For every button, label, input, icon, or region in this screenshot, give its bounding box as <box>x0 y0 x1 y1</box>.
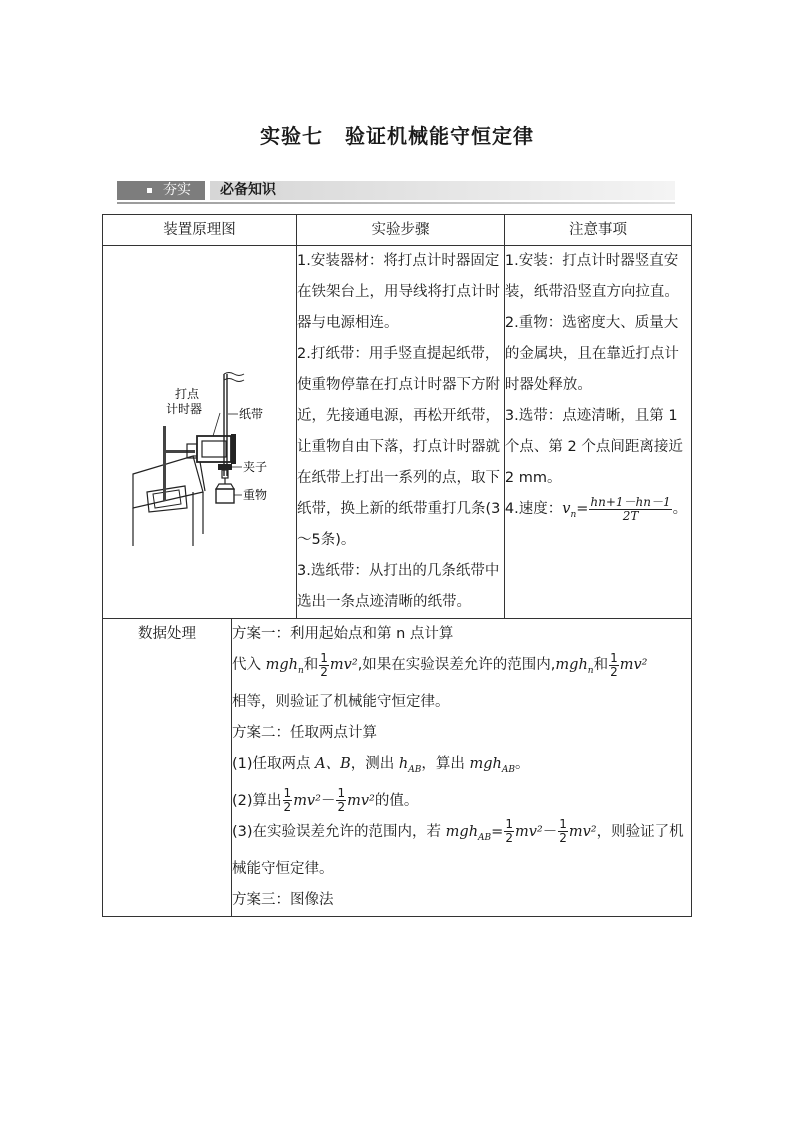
plan2-3-mv2-b: mv² <box>514 823 543 840</box>
banner-heading <box>210 181 675 200</box>
plan2-step1 <box>232 749 691 786</box>
plan2-mgh-sub: AB <box>501 764 515 775</box>
plan2-step3 <box>232 817 691 885</box>
note-4-suffix: 。 <box>672 501 688 517</box>
label-tape: 纸带 <box>239 407 264 421</box>
half-fraction <box>319 652 329 679</box>
plan2-mv2-a: mv² <box>347 792 375 809</box>
step-3: 3.选纸带：从打出的几条纸带中选出一条点迹清晰的纸带。 <box>297 563 500 610</box>
half-num: 1 <box>320 650 328 665</box>
half-den-3: 2 <box>283 800 292 815</box>
plan1-text <box>232 650 691 718</box>
plan2-3-eq: = <box>491 823 504 840</box>
half-num-4: 1 <box>337 786 346 801</box>
step-2: 2.打纸带：用手竖直提起纸带，使重物停靠在打点计时器下方附近，先接通电源，再松开纸带，让重物自由下落，打点计时器就在纸带上打出一系列的点，取下纸带，换上新的纸带重打几条(3～5条)。 <box>297 346 501 548</box>
half-den-4: 2 <box>337 800 346 815</box>
plan2-3-mgh: mgh <box>445 823 479 840</box>
plan1-and-2: 和 <box>593 657 609 673</box>
plan1-a: 代入 <box>232 657 266 673</box>
header-diagram: 装置原理图 <box>103 215 297 246</box>
label-weight: 重物 <box>243 488 268 502</box>
half-fraction-6 <box>558 818 568 845</box>
note-4 <box>505 494 691 531</box>
plan1-mv2: mv² <box>329 657 358 673</box>
content-row <box>103 246 692 619</box>
plan2-step2 <box>232 786 691 817</box>
header-steps: 实验步骤 <box>297 215 505 246</box>
plan2-1b: ，测出 <box>350 755 399 772</box>
plan1-title: 方案一：利用起始点和第 n 点计算 <box>232 626 454 642</box>
plan2-mv2-b: mv² <box>293 792 321 809</box>
apparatus-diagram <box>103 246 296 546</box>
banner-heading-label: 必备知识 <box>220 182 276 198</box>
header-notes: 注意事项 <box>504 215 691 246</box>
label-timer-line2: 计时器 <box>166 402 203 416</box>
plan2-2b: 的值。 <box>374 792 419 809</box>
plan1-mgh: mgh <box>265 657 298 673</box>
velocity-fraction <box>589 496 671 523</box>
plan3-title: 方案三：图像法 <box>232 891 334 908</box>
label-timer-line1: 打点 <box>175 387 200 401</box>
half-num-3: 1 <box>283 786 292 801</box>
half-fraction-5 <box>504 818 514 845</box>
plan2-h-sub: AB <box>408 764 422 775</box>
step-1: 1.安装器材：将打点计时器固定在铁架台上，用导线将打点计时器与电源相连。 <box>297 253 500 331</box>
notes-cell <box>504 246 691 619</box>
velocity-numerator: hn+1－hn－1 <box>590 494 671 509</box>
plan2-3-mv2-a: mv² <box>568 823 597 840</box>
note-2: 2.重物：选密度大、质量大的金属块，且在靠近打点计时器处释放。 <box>504 315 679 393</box>
note-4-lhs: v <box>562 501 571 517</box>
plan2-2a: (2)算出 <box>232 792 282 809</box>
data-processing-label: 数据处理 <box>103 619 232 917</box>
plan2-1a: (1)任取两点 <box>232 755 316 772</box>
plan2-minus: － <box>320 792 336 809</box>
plan1-sub: n <box>297 665 304 676</box>
plan2-mgh: mgh <box>469 755 502 772</box>
banner-tag <box>117 181 205 200</box>
plan1-sub-2: n <box>587 665 594 676</box>
plan1-end: 相等，则验证了机械能守恒定律。 <box>232 693 450 710</box>
steps-cell <box>297 246 505 619</box>
half-num-6: 1 <box>559 817 567 832</box>
plan2-3-sub: AB <box>478 832 492 843</box>
banner-tag-label: 夯实 <box>163 182 191 198</box>
data-processing-body <box>232 619 692 917</box>
plan2-1c: ，算出 <box>421 755 470 772</box>
half-num-2: 1 <box>610 650 618 665</box>
half-fraction-2 <box>609 652 619 679</box>
note-4-eq: = <box>576 501 589 517</box>
data-row <box>103 619 692 917</box>
bullet-icon <box>147 188 152 193</box>
banner-rule <box>117 202 675 204</box>
half-den-2: 2 <box>610 664 618 679</box>
page-title <box>0 120 794 149</box>
note-1: 1.安装：打点计时器竖直安装，纸带沿竖直方向拉直。 <box>504 253 679 300</box>
half-num-5: 1 <box>505 817 513 832</box>
plan2-points: A、B <box>315 755 351 772</box>
label-clip: 夹子 <box>243 460 268 474</box>
plan2-h: h <box>398 755 409 772</box>
note-4-prefix: 4.速度： <box>504 501 563 517</box>
half-den-6: 2 <box>559 831 567 846</box>
half-fraction-3 <box>283 787 293 814</box>
apparatus-diagram-cell <box>103 246 297 619</box>
note-4-lhs-sub: n <box>570 509 577 520</box>
plan2-1d: 。 <box>514 755 530 772</box>
plan1-mid: ,如果在实验误差允许的范围内, <box>357 657 556 673</box>
plan2-3-minus: － <box>542 823 558 840</box>
title-part1: 实验七 <box>260 124 323 148</box>
half-den: 2 <box>320 664 328 679</box>
half-den-5: 2 <box>505 831 513 846</box>
plan2-title: 方案二：任取两点计算 <box>232 724 377 741</box>
plan1-and: 和 <box>303 657 319 673</box>
note-3: 3.选带：点迹清晰，且第 1 个点、第 2 个点间距离接近 2 mm。 <box>504 408 683 486</box>
plan1-mv2-2: mv² <box>619 657 648 673</box>
half-fraction-4 <box>336 787 346 814</box>
velocity-denominator: 2T <box>622 508 639 523</box>
title-part2: 验证机械能守恒定律 <box>345 124 534 148</box>
knowledge-table <box>102 214 692 917</box>
plan1-mgh-2: mgh <box>555 657 588 673</box>
plan2-3b: ，则验证了机械能守恒定律。 <box>232 823 684 877</box>
section-banner <box>117 180 675 202</box>
plan2-3a: (3)在实验误差允许的范围内，若 <box>232 823 446 840</box>
header-row <box>103 215 692 246</box>
